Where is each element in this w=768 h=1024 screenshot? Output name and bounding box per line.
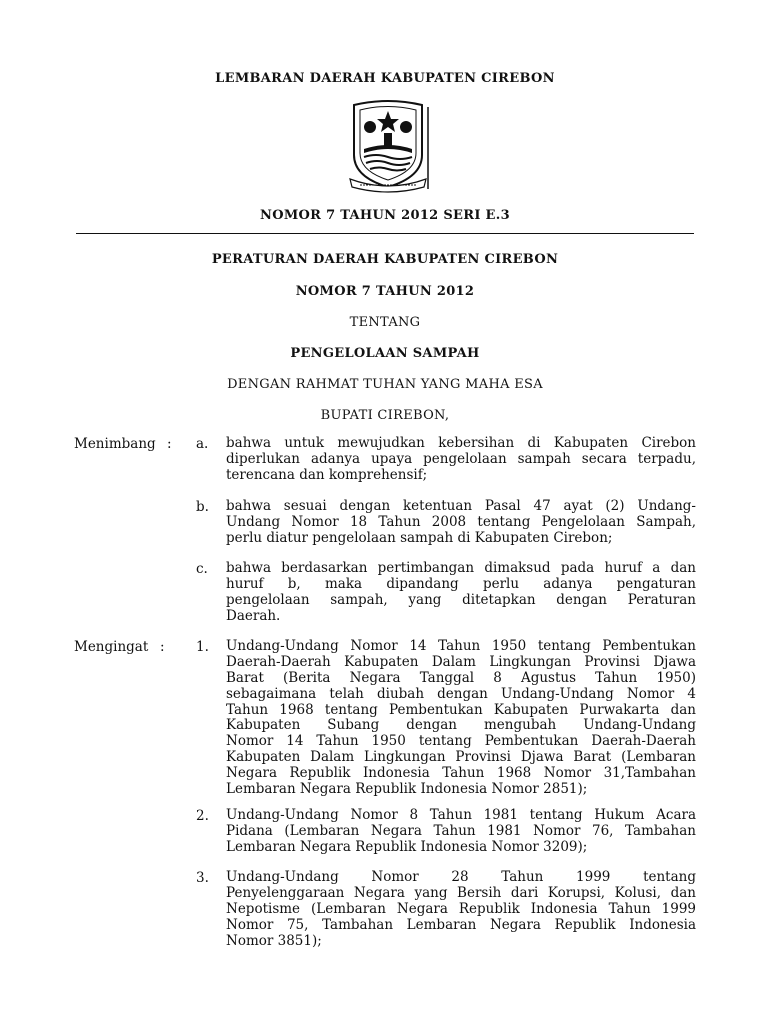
menimbang-item-c bbox=[226, 561, 696, 625]
mengingat-item-3 bbox=[226, 870, 696, 949]
text-line: Negara Republik Indonesia Tahun 1968 Nomor 31,Tambahan bbox=[226, 765, 696, 782]
menimbang-label: Menimbang bbox=[74, 436, 156, 452]
text-line: sebagaimana telah diubah dengan Undang-Undang Nomor 4 bbox=[226, 685, 696, 702]
menimbang-marker-a: a. bbox=[196, 436, 209, 452]
menimbang-item-a bbox=[226, 436, 696, 484]
text-line: huruf b, maka dipandang perlu adanya pengaturan bbox=[226, 575, 696, 592]
menimbang-marker-c: c. bbox=[196, 561, 208, 577]
text-line: Undang-Undang Nomor 28 Tahun 1999 tentang bbox=[226, 869, 696, 885]
text-line: Nepotisme (Lembaran Negara Republik Indonesia Tahun 1999 bbox=[226, 900, 696, 917]
regulation-number: NOMOR 7 TAHUN 2012 bbox=[295, 284, 475, 299]
cirebon-coat-of-arms-logo bbox=[346, 97, 430, 193]
text-line: pengelolaan sampah, yang ditetapkan dengan Peraturan bbox=[226, 591, 696, 608]
regulation-heading: PERATURAN DAERAH KABUPATEN CIREBON bbox=[211, 252, 559, 267]
mengingat-marker-1: 1. bbox=[196, 639, 209, 655]
menimbang-colon: : bbox=[167, 436, 172, 452]
mengingat-marker-3: 3. bbox=[196, 870, 209, 886]
text-line: Lembaran Negara Republik Indonesia Nomor 3209); bbox=[226, 838, 588, 855]
gazette-title: LEMBARAN DAERAH KABUPATEN CIREBON bbox=[215, 71, 555, 86]
text-line: diperlukan adanya upaya pengelolaan sampah secara terpadu, bbox=[226, 450, 696, 467]
text-line: Barat (Berita Negara Tanggal 8 Agustus Tahun 1950) bbox=[226, 669, 696, 686]
menimbang-item-b bbox=[226, 499, 696, 547]
text-line: Nomor 75, Tambahan Lembaran Negara Republik Indonesia bbox=[226, 916, 696, 933]
authority: BUPATI CIREBON, bbox=[320, 408, 450, 423]
header-divider bbox=[76, 233, 694, 234]
text-line: bahwa berdasarkan pertimbangan dimaksud pada huruf a dan bbox=[226, 560, 696, 576]
text-line: Daerah-Daerah Kabupaten Dalam Lingkungan Provinsi Djawa bbox=[226, 653, 696, 670]
text-line: Kabupaten Subang dengan mengubah Undang-Undang bbox=[226, 717, 696, 734]
text-line: perlu diatur pengelolaan sampah di Kabupaten Cirebon; bbox=[226, 529, 613, 546]
text-line: bahwa sesuai dengan ketentuan Pasal 47 ayat (2) Undang- bbox=[226, 498, 696, 514]
text-line: Nomor 14 Tahun 1950 tentang Pembentukan Daerah-Daerah bbox=[226, 733, 696, 750]
text-line: Undang-Undang Nomor 8 Tahun 1981 tentang Hukum Acara bbox=[226, 807, 696, 823]
text-line: Tahun 1968 tentang Pembentukan Kabupaten Purwakarta dan bbox=[226, 701, 696, 718]
text-line: Daerah. bbox=[226, 607, 281, 624]
text-line: Penyelenggaraan Negara yang Bersih dari Korupsi, Kolusi, dan bbox=[226, 884, 696, 901]
regulation-about: TENTANG bbox=[349, 315, 421, 330]
invocation: DENGAN RAHMAT TUHAN YANG MAHA ESA bbox=[227, 377, 543, 392]
text-line: terencana dan komprehensif; bbox=[226, 466, 428, 483]
gazette-series-number: NOMOR 7 TAHUN 2012 SERI E.3 bbox=[260, 208, 510, 223]
mengingat-marker-2: 2. bbox=[196, 808, 209, 824]
regulation-subject: PENGELOLAAN SAMPAH bbox=[290, 346, 480, 361]
text-line: Lembaran Negara Republik Indonesia Nomor 2851); bbox=[226, 781, 588, 798]
text-line: Undang Nomor 18 Tahun 2008 tentang Pengelolaan Sampah, bbox=[226, 513, 696, 530]
mengingat-label: Mengingat bbox=[74, 639, 149, 655]
menimbang-marker-b: b. bbox=[196, 499, 209, 515]
text-line: Nomor 3851); bbox=[226, 932, 322, 949]
text-line: Kabupaten Dalam Lingkungan Provinsi Djawa Barat (Lembaran bbox=[226, 749, 696, 766]
text-line: bahwa untuk mewujudkan kebersihan di Kabupaten Cirebon bbox=[226, 435, 696, 451]
text-line: Pidana (Lembaran Negara Tahun 1981 Nomor 76, Tambahan bbox=[226, 822, 696, 839]
mengingat-item-1 bbox=[226, 639, 696, 798]
text-line: Undang-Undang Nomor 14 Tahun 1950 tentang Pembentukan bbox=[226, 638, 696, 654]
mengingat-colon: : bbox=[160, 639, 165, 655]
mengingat-item-2 bbox=[226, 808, 696, 856]
